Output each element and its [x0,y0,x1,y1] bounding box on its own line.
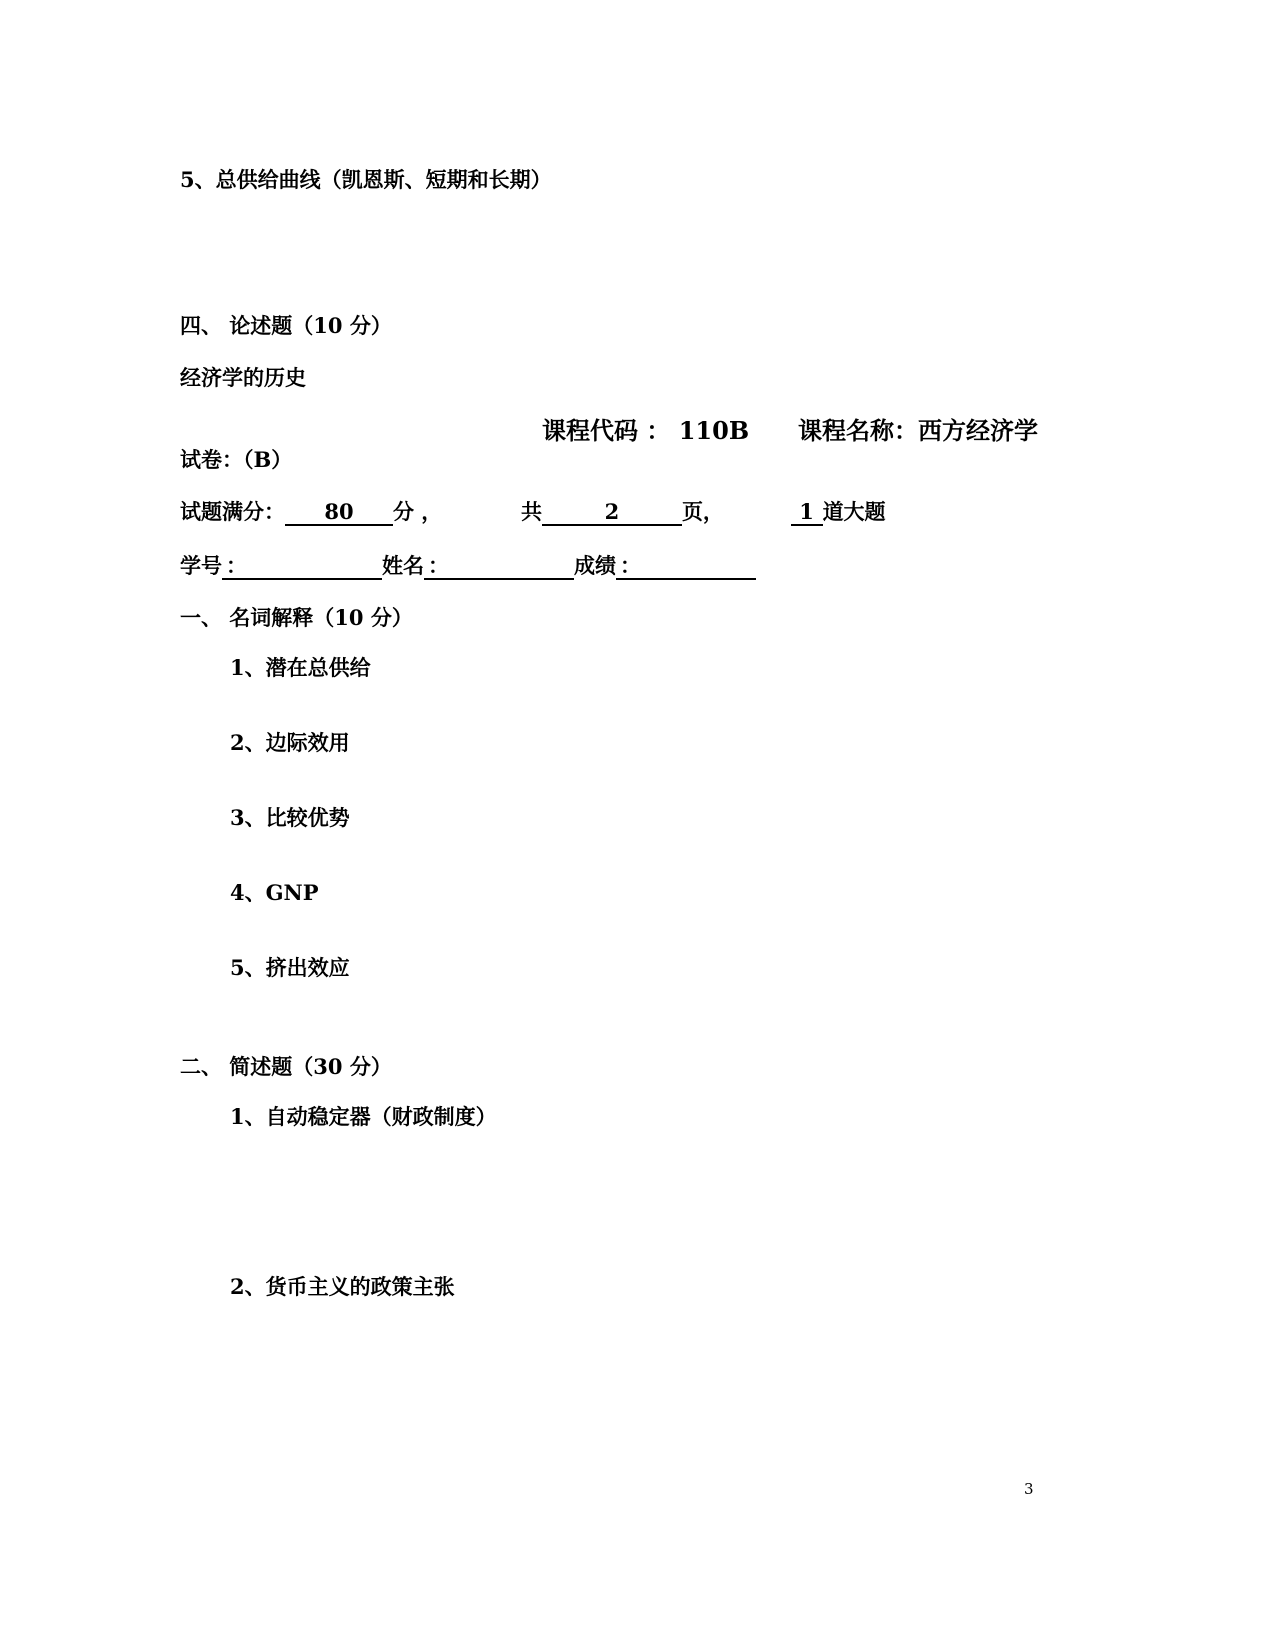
essay-item-5: 5、总供给曲线（凯恩斯、短期和长期） [180,167,552,192]
section-1-item-1: 1、潜在总供给 [230,655,371,680]
section-1-heading: 一、 名词解释（10 分） [180,605,413,630]
section-2-item-2: 2、货币主义的政策主张 [230,1274,455,1299]
question-count: 1 [791,500,823,526]
section-1-item-2: 2、边际效用 [230,730,350,755]
student-name-field[interactable]: ： [424,554,574,580]
course-code-label: 课程代码 ： [542,416,671,445]
section-1-item-3: 3、比较优势 [230,805,350,830]
grade-label: 成绩 [574,553,616,578]
course-name-value: 西方经济学 [918,416,1038,445]
student-id-label: 学号 [180,553,222,578]
page-number: 3 [1024,1480,1034,1498]
section-1-item-5: 5、挤出效应 [230,955,350,980]
course-name [798,416,1038,446]
full-score-value: 80 [285,500,393,526]
section-2-heading: 二、 简述题（30 分） [180,1054,392,1079]
section-4-heading: 四、 论述题（10 分） [180,313,392,338]
grade-field[interactable]: ： [616,554,756,580]
total-label: 共 [520,499,542,524]
section-1-item-4: 4、GNP [230,880,319,905]
points-unit: 分 ， [393,499,443,524]
section-2-item-1: 1、自动稳定器（财政制度） [230,1104,497,1129]
score-line [180,498,886,526]
pages-value: 2 [542,500,682,526]
section-4-question: 经济学的历史 [180,365,306,390]
course-code [542,416,749,446]
student-id-field[interactable]: ： [222,554,382,580]
student-info-line [180,552,756,580]
course-name-label: 课程名称： [798,416,918,445]
student-name-label: 姓名 [382,553,424,578]
questions-unit: 道大题 [822,499,886,524]
full-score-label: 试题满分： [180,499,285,524]
course-code-value: 110B [678,416,750,445]
paper-type: 试卷：（B） [180,447,293,472]
pages-unit: 页， [681,499,724,524]
